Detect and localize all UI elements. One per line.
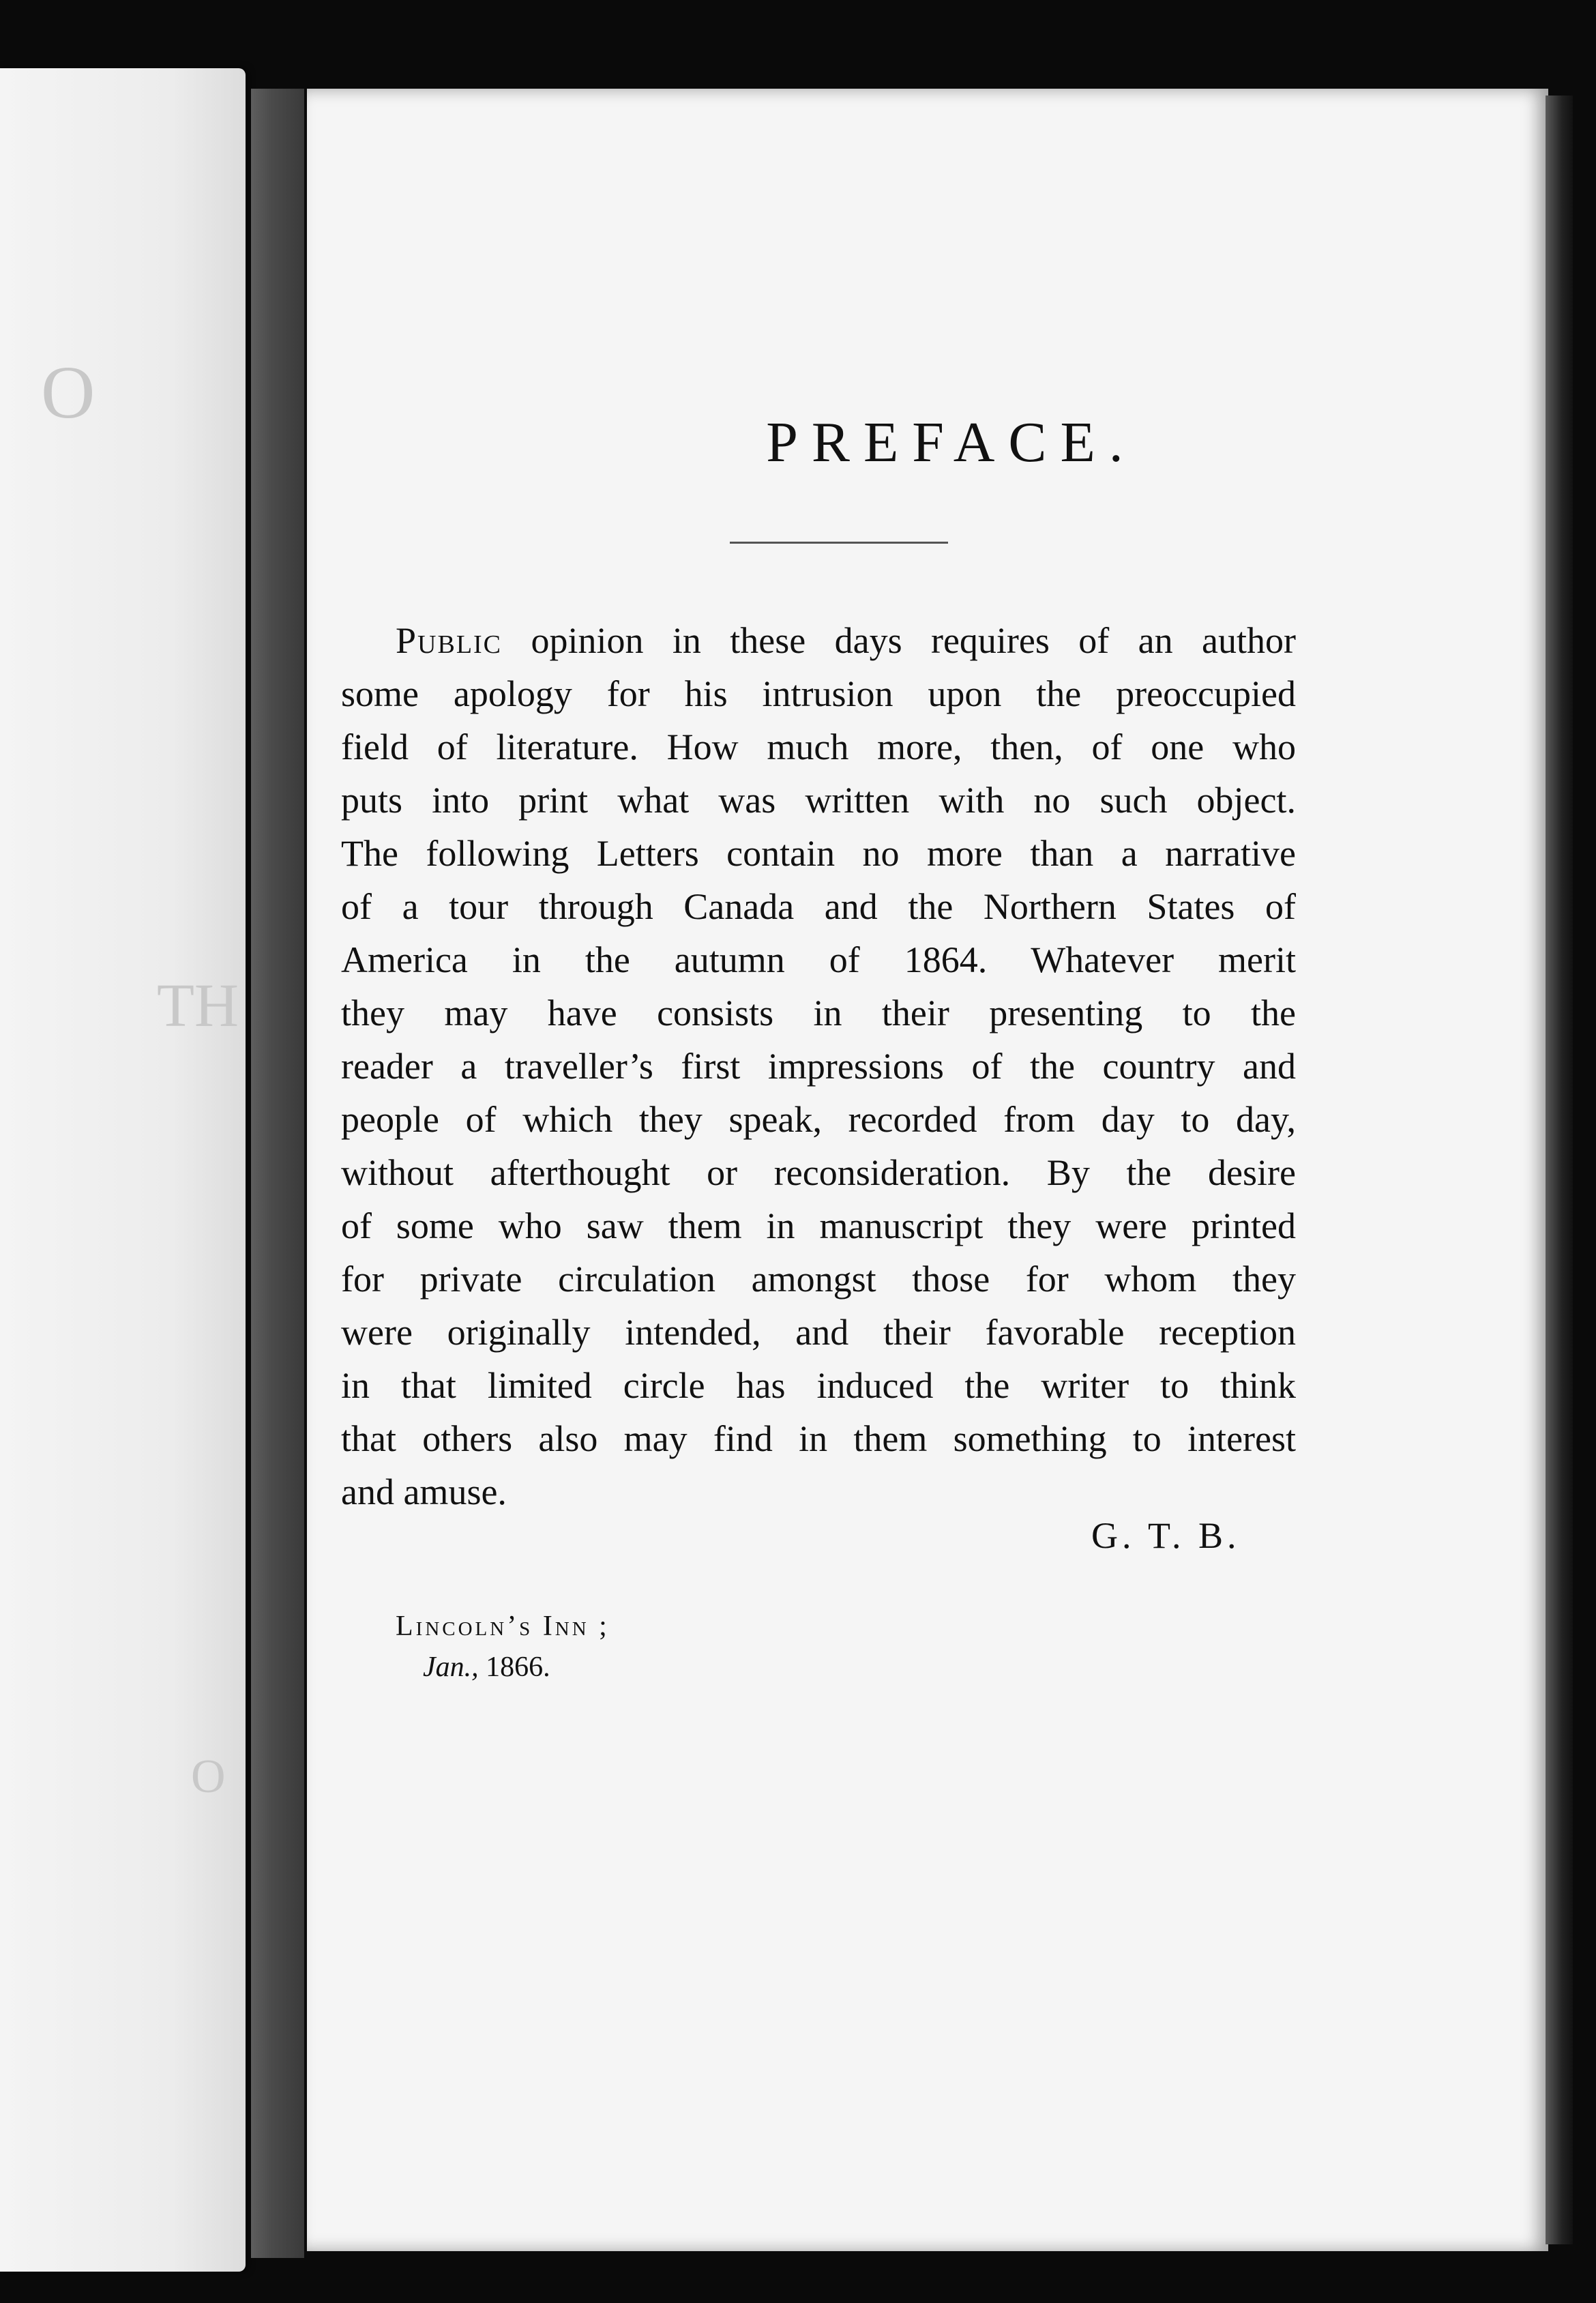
- date-line: [423, 1651, 550, 1684]
- facing-page-ghost-letter: TH: [157, 972, 239, 1040]
- body-line: they may have consists in their presenting to the: [341, 993, 1296, 1033]
- body-first-word: Public: [396, 620, 503, 661]
- body-line: The following Letters contain no more than a narrative: [341, 833, 1296, 874]
- place-line: Lincoln’s Inn ;: [396, 1611, 610, 1642]
- body-line: and amuse.: [341, 1471, 507, 1512]
- body-line: for private circulation amongst those for whom they: [341, 1259, 1296, 1300]
- body-line: people of which they speak, recorded from day to day,: [341, 1099, 1296, 1140]
- body-line: reader a traveller’s first impressions of the country and: [341, 1046, 1296, 1087]
- preface-body: [341, 614, 1296, 1519]
- body-line: in that limited circle has induced the writer to think: [341, 1365, 1296, 1406]
- body-line: some apology for his intrusion upon the preoccupied: [341, 673, 1296, 714]
- body-line: of a tour through Canada and the Northern States of: [341, 886, 1296, 927]
- author-signature: G. T. B.: [1091, 1515, 1241, 1556]
- title-rule: [730, 542, 948, 544]
- body-line: America in the autumn of 1864. Whatever merit: [341, 939, 1296, 980]
- body-line: that others also may find in them something to interest: [341, 1418, 1296, 1459]
- body-line-text: opinion in these days requires of an author: [502, 620, 1296, 661]
- facing-page-ghost-letter: O: [191, 1750, 226, 1803]
- body-line: [341, 614, 1296, 667]
- page-edge: [1546, 96, 1573, 2244]
- page-title: PREFACE.: [766, 411, 1137, 474]
- facing-page-ghost-letter: O: [41, 351, 95, 434]
- body-line: puts into print what was written with no such object.: [341, 780, 1296, 821]
- date-month: Jan.,: [423, 1652, 479, 1683]
- body-line: of some who saw them in manuscript they were printed: [341, 1205, 1296, 1246]
- page-gutter: [251, 89, 304, 2258]
- body-line: field of literature. How much more, then, of one who: [341, 727, 1296, 767]
- body-line: without afterthought or reconsideration. By the desire: [341, 1152, 1296, 1193]
- facing-page: [0, 68, 246, 2272]
- main-page: [307, 89, 1548, 2251]
- date-year: 1866.: [486, 1652, 550, 1683]
- body-line: were originally intended, and their favorable reception: [341, 1312, 1296, 1353]
